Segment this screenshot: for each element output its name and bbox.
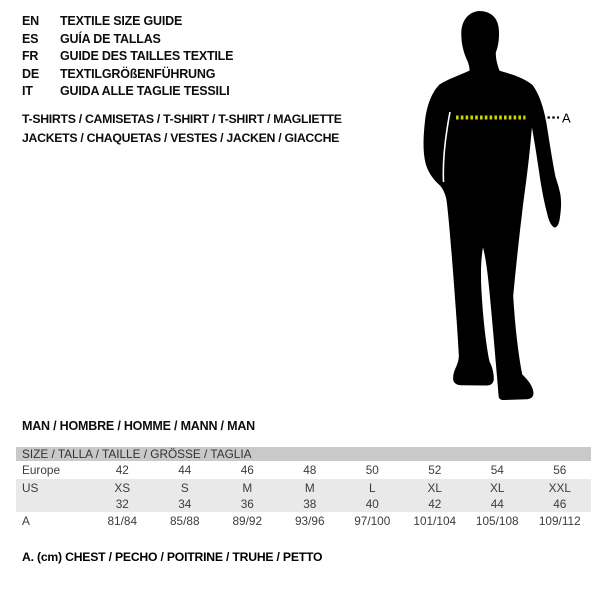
size-cell: 32 (115, 497, 129, 511)
size-cell: S (180, 480, 189, 495)
table-row-us-numbers (16, 496, 591, 512)
guide-title-es: GUÍA DE TALLAS (60, 31, 161, 46)
size-cell: 38 (303, 497, 317, 511)
list-item (22, 66, 233, 84)
list-item (22, 83, 233, 101)
size-table (16, 447, 591, 530)
guide-title-fr: GUIDE DES TAILLES TEXTILE (60, 49, 234, 64)
section-title-man: MAN / HOMBRE / HOMME / MANN / MAN (22, 419, 255, 433)
size-cell: 40 (365, 497, 379, 511)
size-cell: M (304, 480, 315, 495)
row-label: A (22, 514, 30, 528)
size-cell: 81/84 (107, 514, 138, 528)
size-cell: 48 (303, 463, 317, 477)
size-cell: 85/88 (169, 514, 200, 528)
size-cell: 93/96 (294, 514, 325, 528)
category-jackets: JACKETS / CHAQUETAS / VESTES / JACKEN / GIACCHE (22, 130, 340, 145)
table-row-us-letters (16, 479, 591, 496)
size-cell: 50 (365, 463, 379, 477)
language-code: EN (22, 14, 39, 28)
category-tshirts: T-SHIRTS / CAMISETAS / T-SHIRT / T-SHIRT / MAGLIETTE (22, 112, 342, 126)
size-cell: 34 (178, 497, 192, 511)
man-silhouette-figure (395, 0, 600, 410)
list-item (22, 31, 233, 49)
table-row-europe (16, 461, 591, 479)
size-cell: 44 (490, 497, 504, 511)
size-cell: 46 (240, 463, 254, 477)
language-code: FR (22, 49, 39, 64)
list-item (22, 13, 233, 31)
measurement-footnote: A. (cm) CHEST / PECHO / POITRINE / TRUHE / PETTO (22, 550, 323, 564)
language-guide-list (22, 13, 233, 101)
language-code: IT (22, 84, 33, 99)
size-cell: 36 (240, 497, 254, 511)
size-cell: 54 (490, 463, 504, 477)
size-cell: 52 (428, 463, 442, 477)
size-cell: XXL (548, 480, 571, 495)
size-cell: XL (427, 480, 442, 495)
guide-title-it: GUIDA ALLE TAGLIE TESSILI (60, 84, 230, 99)
size-cell: 101/104 (413, 514, 457, 528)
guide-title-de: TEXTILGRÖßENFÜHRUNG (60, 66, 216, 81)
language-code: ES (22, 31, 39, 46)
language-code: DE (22, 66, 39, 81)
size-cell: XL (490, 480, 505, 495)
size-cell: 97/100 (354, 514, 391, 528)
row-label: Europe (22, 463, 61, 477)
garment-categories (22, 110, 342, 147)
row-label: US (22, 480, 39, 495)
size-table-header: SIZE / TALLA / TAILLE / GRÖSSE / TAGLIA (16, 447, 591, 461)
size-cell: 109/112 (538, 514, 581, 528)
size-cell: M (242, 480, 253, 495)
measure-label-a: A (562, 110, 571, 126)
size-cell: 89/92 (232, 514, 263, 528)
table-row-chest-cm (16, 512, 591, 530)
list-item (22, 48, 233, 66)
size-cell: 105/108 (475, 514, 519, 528)
guide-title-en: TEXTILE SIZE GUIDE (60, 14, 183, 28)
size-cell: 56 (553, 463, 567, 477)
size-cell: 44 (178, 463, 192, 477)
size-cell: 42 (428, 497, 442, 511)
man-silhouette-body (424, 11, 562, 400)
size-cell: XS (114, 480, 131, 495)
size-cell: L (368, 480, 376, 495)
man-silhouette-icon (395, 0, 600, 410)
size-cell: 46 (553, 497, 567, 511)
size-cell: 42 (115, 463, 129, 477)
